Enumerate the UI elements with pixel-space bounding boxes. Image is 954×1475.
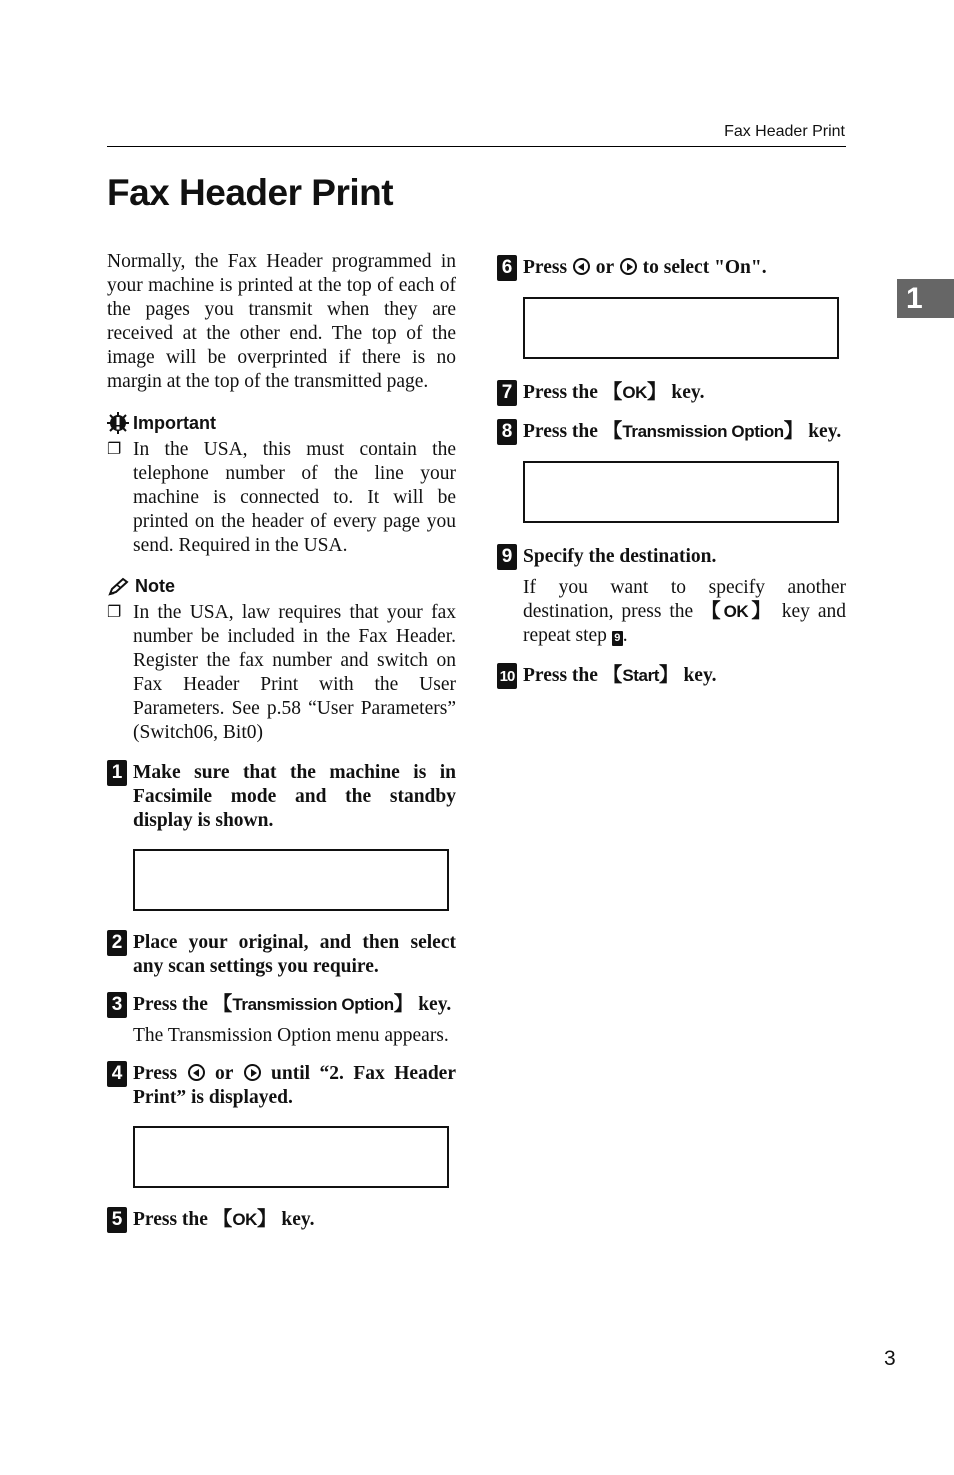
step-number: 2 bbox=[107, 930, 127, 956]
note-heading bbox=[107, 576, 456, 597]
lcd-display-standby bbox=[133, 849, 449, 911]
left-arrow-key-icon bbox=[573, 258, 590, 275]
step-text: Press or to select "On". bbox=[523, 257, 767, 278]
right-arrow-key-icon bbox=[244, 1064, 261, 1081]
left-column bbox=[107, 250, 456, 1233]
step-text: Press the 【Transmission Option】 key. bbox=[133, 994, 452, 1015]
step-text: Press the 【OK】 key. bbox=[133, 1209, 315, 1230]
transmission-option-key: Transmission Option bbox=[232, 995, 394, 1014]
running-header: Fax Header Print bbox=[724, 123, 845, 140]
note-item bbox=[107, 601, 456, 745]
step-4 bbox=[107, 1062, 456, 1110]
important-item bbox=[107, 438, 456, 558]
step-5 bbox=[107, 1208, 456, 1233]
step-9 bbox=[497, 545, 846, 570]
lcd-display-fax-header bbox=[523, 297, 839, 359]
important-heading bbox=[107, 412, 456, 434]
step-3 bbox=[107, 993, 456, 1018]
step-9-detail: If you want to specify another destination, press the 【OK】 key and repeat step 9 . bbox=[523, 577, 846, 646]
step-reference: 9 bbox=[612, 631, 623, 646]
step-text: Make sure that the machine is in Facsimile mode and the standby display is shown. bbox=[133, 762, 456, 831]
step-3-result: The Transmission Option menu appears. bbox=[133, 1025, 449, 1046]
step-8 bbox=[497, 420, 846, 445]
ok-key: OK bbox=[723, 602, 749, 621]
lcd-display-enter-fax bbox=[523, 461, 839, 523]
lcd-display-trans-option bbox=[133, 1126, 449, 1188]
step-number: 6 bbox=[497, 255, 517, 281]
step-number: 9 bbox=[497, 544, 517, 570]
start-key: Start bbox=[622, 666, 660, 685]
step-number: 10 bbox=[497, 663, 517, 689]
important-icon bbox=[107, 412, 129, 434]
step-1 bbox=[107, 761, 456, 833]
right-arrow-key-icon bbox=[620, 258, 637, 275]
chapter-tab: 1 bbox=[897, 279, 954, 318]
page-number: 3 bbox=[884, 1347, 896, 1370]
step-2 bbox=[107, 931, 456, 979]
checkbox-bullet-icon: ❐ bbox=[107, 441, 122, 458]
pencil-icon bbox=[107, 577, 131, 597]
step-10 bbox=[497, 664, 846, 689]
step-7 bbox=[497, 381, 846, 406]
note-label: Note bbox=[135, 576, 175, 596]
step-number: 8 bbox=[497, 419, 517, 445]
step-6 bbox=[497, 256, 846, 281]
header-rule bbox=[107, 146, 846, 147]
important-label: Important bbox=[133, 412, 216, 433]
step-text: Press the 【Start】 key. bbox=[523, 665, 717, 686]
ok-key: OK bbox=[622, 383, 648, 402]
step-number: 7 bbox=[497, 380, 517, 406]
note-text: In the USA, law requires that your fax number be included in the Fax Header. Register the fax number and switch on Fax Header Print with the User Parameters. See p.58 “User Parameters” (Switch06, Bit0) bbox=[133, 602, 456, 743]
page-title: Fax Header Print bbox=[107, 172, 394, 213]
step-text: Place your original, and then select any scan settings you require. bbox=[133, 932, 456, 977]
transmission-option-key: Transmission Option bbox=[622, 422, 784, 441]
step-text: Press the 【Transmission Option】 key. bbox=[523, 421, 842, 442]
step-number: 5 bbox=[107, 1207, 127, 1233]
step-number: 1 bbox=[107, 760, 127, 786]
step-text: Press or until “2. Fax Header Print” is displayed. bbox=[133, 1063, 456, 1108]
step-number: 4 bbox=[107, 1061, 127, 1087]
step-number: 3 bbox=[107, 992, 127, 1018]
ok-key: OK bbox=[232, 1210, 258, 1229]
right-column bbox=[497, 250, 846, 689]
step-text: Specify the destination. bbox=[523, 546, 717, 567]
step-text: Press the 【OK】 key. bbox=[523, 382, 705, 403]
left-arrow-key-icon bbox=[188, 1064, 205, 1081]
important-text: In the USA, this must contain the telephone number of the line your machine is connected to. It will be printed on the header of every page you send. Required in the USA. bbox=[133, 439, 456, 556]
checkbox-bullet-icon: ❐ bbox=[107, 604, 122, 621]
intro-paragraph: Normally, the Fax Header programmed in your machine is printed at the top of each of the pages you transmit when they are received at the other end. The top of the image will be overprinted if there is no margin at the top of the transmitted page. bbox=[107, 251, 456, 392]
